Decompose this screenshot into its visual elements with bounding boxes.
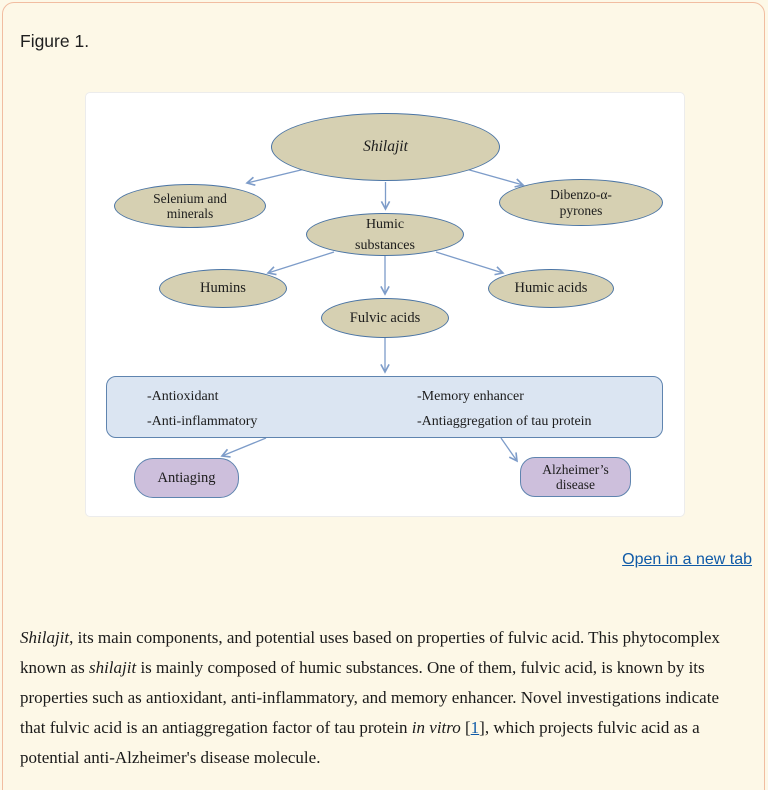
- node-shilajit: [271, 113, 500, 181]
- arrow-shilajit-dibenzo: [466, 169, 523, 185]
- caption-italic-shilajit-2: shilajit: [88, 658, 137, 677]
- properties-right-column: [417, 384, 592, 434]
- node-selenium-label: Selenium and minerals: [153, 190, 227, 221]
- properties-box: [106, 376, 663, 438]
- node-humins: [159, 269, 287, 308]
- caption-text-1: , its main components, and potential uses based on properties of fulvic acid. This phytocomplex known as: [20, 628, 720, 677]
- node-dibenzo-pyrones: [499, 179, 663, 226]
- arrow-humicsub-humins: [268, 252, 334, 273]
- node-dibenzo-label: Dibenzo-α- pyrones: [550, 186, 612, 218]
- node-selenium-minerals: [114, 184, 266, 228]
- node-shilajit-label: Shilajit: [363, 138, 408, 155]
- caption-italic-in-vitro: in vitro: [411, 718, 461, 737]
- node-alzheimers-label: Alzheimer’s disease: [542, 461, 609, 492]
- property-antiaggregation: -Antiaggregation of tau protein: [417, 414, 592, 429]
- figure-title: Figure 1.: [20, 31, 90, 51]
- caption-text-4: ], which projects fulvic acid as a potential anti-Alzheimer's disease molecule.: [20, 718, 700, 767]
- property-memory-enhancer: -Memory enhancer: [417, 389, 524, 404]
- arrow-properties-alzheimer: [501, 438, 517, 461]
- figure-caption: [20, 623, 747, 773]
- arrow-humicsub-humicacids: [436, 252, 503, 273]
- node-antiaging-label: Antiaging: [157, 469, 216, 486]
- property-antioxidant: -Antioxidant: [147, 389, 219, 404]
- node-fulvic-acids: [321, 298, 449, 338]
- open-in-new-tab-link[interactable]: Open in a new tab: [622, 551, 752, 568]
- node-alzheimers-disease: [520, 457, 631, 497]
- property-anti-inflammatory: -Anti-inflammatory: [147, 414, 258, 429]
- node-humic-acids-label: Humic acids: [514, 280, 588, 296]
- reference-1-link[interactable]: 1: [470, 718, 480, 737]
- node-humic-substances-label: Humic substances: [355, 216, 415, 253]
- shilajit-diagram: [86, 93, 684, 516]
- caption-italic-shilajit: Shilajit: [20, 628, 70, 647]
- node-fulvic-acids-label: Fulvic acids: [349, 309, 421, 326]
- properties-left-column: [147, 384, 257, 434]
- node-humins-label: Humins: [200, 280, 246, 296]
- caption-text-2: is mainly composed of humic substances. One of them, fulvic acid, is known by its properties such as antioxidant, anti-inflammatory, and memory enhancer. Novel investigations indicate that fulvic acid is an antiaggregation factor of tau protein: [20, 658, 720, 737]
- arrow-properties-antiaging: [222, 438, 266, 456]
- node-humic-acids: [488, 269, 614, 308]
- caption-text-3: [: [460, 718, 471, 737]
- node-antiaging: [134, 458, 239, 498]
- figure-image-panel: [85, 92, 685, 517]
- arrow-shilajit-selenium: [247, 169, 305, 183]
- node-humic-substances: [306, 213, 464, 256]
